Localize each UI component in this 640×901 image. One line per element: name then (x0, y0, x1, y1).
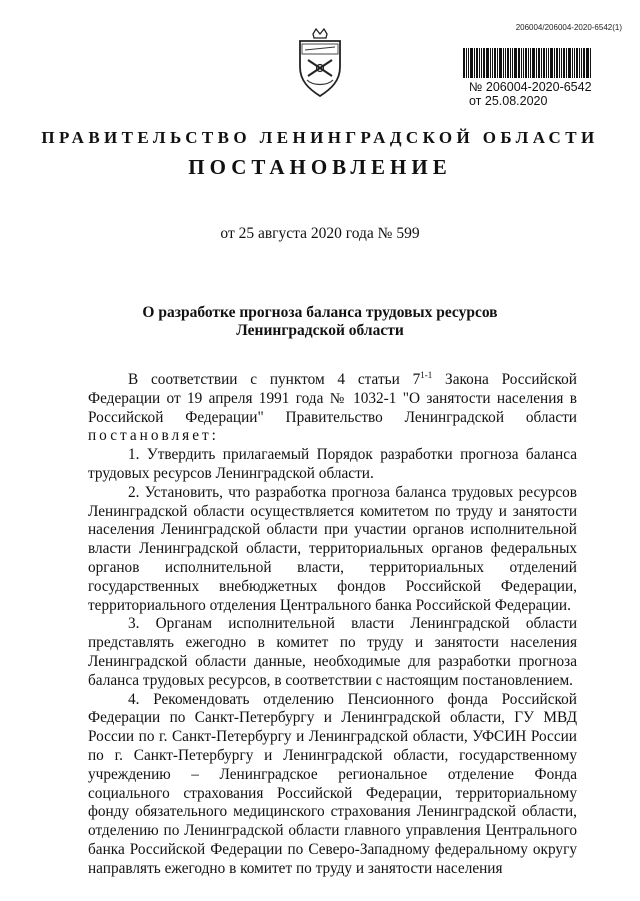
barcode-bar (479, 48, 480, 78)
barcode-bar (532, 48, 535, 78)
barcode-bar (492, 48, 493, 78)
reg-date: от 25.08.2020 (469, 94, 548, 108)
intro-superscript: 1-1 (420, 370, 433, 380)
paragraph-2: 2. Установить, что разработка прогноза баланса трудовых ресурсов Ленинградской области осуществляется комитетом по труду и занятости населения Ленинградской области при участии органов исполнительной власти Ленинградской области, территориальных органов федеральных органов исполнительной власти, территориальных отделений государственных внебюджетных фондов Российской Федерации, территориального отделения Центрального банка Российской Федерации. (88, 483, 577, 614)
date-line: от 25 августа 2020 года № 599 (220, 225, 420, 242)
barcode-bar (581, 48, 582, 78)
barcode-bar (523, 48, 524, 78)
barcode-bar (548, 48, 549, 78)
stamp-code: 206004/206004-2020-6542(1) (515, 23, 622, 32)
document-title (0, 304, 640, 340)
barcode-bar (559, 48, 560, 78)
barcode-bar (476, 48, 478, 78)
barcode-bar (470, 48, 473, 78)
barcode-bar (463, 48, 465, 78)
barcode-bar (497, 48, 498, 78)
barcode-bar (541, 48, 542, 78)
document-body (88, 366, 577, 879)
barcode-icon (463, 48, 620, 78)
barcode-bar (572, 48, 573, 78)
barcode-bar (521, 48, 522, 78)
organization-name: ПРАВИТЕЛЬСТВО ЛЕНИНГРАДСКОЙ ОБЛАСТИ (41, 128, 599, 147)
barcode-bar (530, 48, 531, 78)
barcode-bar (518, 48, 520, 78)
barcode-bar (563, 48, 565, 78)
barcode-bar (468, 48, 469, 78)
registration-number (469, 80, 592, 108)
barcode-bar (466, 48, 467, 78)
barcode-bar (507, 48, 509, 78)
barcode-bar (490, 48, 491, 78)
barcode-bar (568, 48, 571, 78)
barcode-bar (543, 48, 545, 78)
barcode-bar (561, 48, 562, 78)
barcode-bar (538, 48, 540, 78)
barcode-bar (583, 48, 585, 78)
barcode-bar (556, 48, 558, 78)
paragraph-1: 1. Утвердить прилагаемый Порядок разработки прогноза баланса трудовых ресурсов Ленинградской области. (88, 446, 577, 483)
paragraph-3: 3. Органам исполнительной власти Ленинградской области представлять ежегодно в комитет по труду и занятости населения Ленинградской области данные, необходимые для разработки прогноза баланса трудовых ресурсов, в соответствии с настоящим постановлением. (88, 615, 577, 689)
barcode-bar (554, 48, 555, 78)
barcode-bar (510, 48, 511, 78)
barcode-bar (512, 48, 513, 78)
barcode-bar (505, 48, 506, 78)
intro-text-a: В соответствии с пунктом 4 статьи 7 (128, 371, 421, 389)
barcode-bar (483, 48, 485, 78)
barcode-bar (590, 48, 591, 78)
paragraph-4: 4. Рекомендовать отделению Пенсионного фонда Российской Федерации по Санкт-Петербургу и Ленинградской области, ГУ МВД России по г. Санкт-Петербургу и Ленинградской области, УФСИН России по г. Санкт-Петербургу и Ленинградской области, государственному учреждению – Ленинградское региональное отделение Фонда социального страхования Российской Федерации, территориальному фонду обязательного медицинского страхования Ленинградской области, отделению по Ленинградской области главного управления Центрального банка Российской Федерации по Северо-Западному федеральному округу направлять ежегодно в комитет по труду и занятости населения (88, 690, 577, 877)
title-line-2: Ленинградской области (236, 322, 404, 339)
barcode-bar (525, 48, 527, 78)
barcode-bar (499, 48, 502, 78)
barcode-bar (579, 48, 580, 78)
barcode-bar (574, 48, 575, 78)
barcode-bar (546, 48, 547, 78)
barcode-bar (566, 48, 567, 78)
barcode-bar (536, 48, 537, 78)
reg-number: № 206004-2020-6542 (469, 80, 592, 94)
barcode-bar (486, 48, 489, 78)
barcode-bar (550, 48, 553, 78)
intro-text-b: Закона Российской Федерации от 19 апреля 1991 года № 1032-1 "О занятости населения в Российской Федерации" Правительство Ленинградской области (88, 371, 577, 426)
barcode-bar (494, 48, 496, 78)
coat-of-arms-icon (293, 28, 347, 98)
document-type: ПОСТАНОВЛЕНИЕ (188, 155, 452, 179)
barcode-bar (586, 48, 589, 78)
barcode-bar (528, 48, 529, 78)
barcode-bar (576, 48, 578, 78)
intro-verb: постановляет: (88, 427, 219, 445)
intro-paragraph (88, 366, 577, 446)
barcode-bar (503, 48, 504, 78)
title-line-1: О разработке прогноза баланса трудовых ресурсов (142, 304, 498, 321)
barcode-bar (514, 48, 517, 78)
barcode-bar (474, 48, 475, 78)
barcode-bar (481, 48, 482, 78)
